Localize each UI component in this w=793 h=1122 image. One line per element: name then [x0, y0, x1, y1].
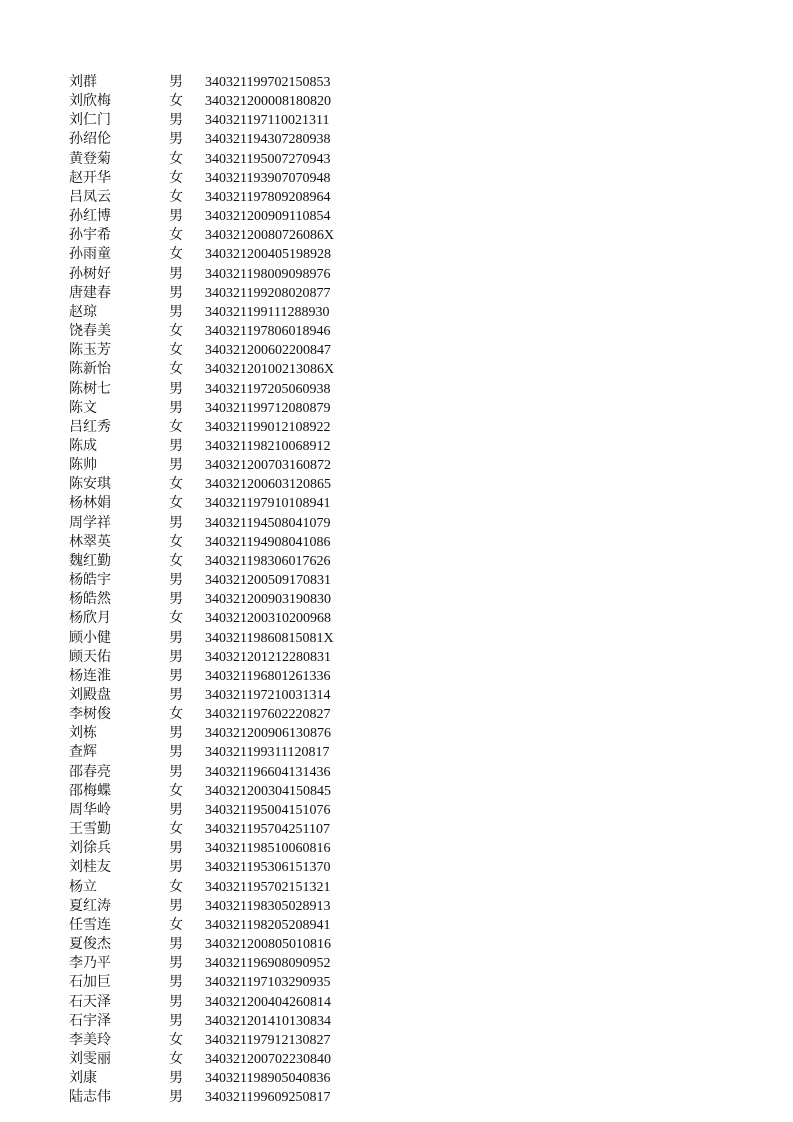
name-cell: 孙绍伦 [69, 131, 111, 148]
gender-cell: 女 [169, 342, 183, 359]
table-row [69, 92, 369, 111]
gender-cell: 男 [169, 591, 183, 608]
table-row [69, 839, 369, 858]
gender-cell: 女 [169, 246, 183, 263]
id-number-cell: 340321200008180820 [205, 94, 331, 110]
id-number-cell: 340321199609250817 [205, 1090, 331, 1106]
id-number-cell: 34032120080726086X [205, 228, 335, 244]
gender-cell: 男 [169, 131, 183, 148]
id-number-cell: 340321200509170831 [205, 573, 331, 589]
name-cell: 刘徐兵 [69, 840, 111, 857]
table-row [69, 456, 369, 475]
gender-cell: 女 [169, 169, 183, 186]
name-cell: 顾小健 [69, 629, 111, 646]
id-number-cell: 340321200310200968 [205, 611, 331, 627]
gender-cell: 女 [169, 552, 183, 569]
name-cell: 陈树七 [69, 380, 111, 397]
table-row [69, 724, 369, 743]
table-row [69, 130, 369, 149]
table-row [69, 858, 369, 877]
id-number-cell: 340321194908041086 [205, 534, 331, 550]
name-cell: 邵春亮 [69, 763, 111, 780]
name-cell: 刘殿盘 [69, 687, 111, 703]
gender-cell: 男 [169, 629, 183, 646]
table-row [69, 590, 369, 609]
id-number-cell: 340321197205060938 [205, 381, 331, 397]
id-number-cell: 340321196908090952 [205, 956, 331, 972]
id-number-cell: 340321201410130834 [205, 1013, 331, 1029]
name-cell: 陆志伟 [69, 1089, 111, 1106]
name-cell: 周华岭 [69, 801, 111, 818]
name-cell: 刘栋 [69, 725, 97, 742]
gender-cell: 女 [169, 495, 183, 512]
table-row [69, 341, 369, 360]
name-cell: 刘雯丽 [69, 1050, 111, 1067]
table-row [69, 207, 369, 226]
id-number-cell: 340321198510060816 [205, 841, 331, 857]
gender-cell: 男 [169, 380, 183, 397]
name-cell: 黄登菊 [69, 150, 111, 167]
table-row [69, 954, 369, 973]
id-number-cell: 34032120100213086X [205, 362, 335, 378]
gender-cell: 男 [169, 437, 183, 454]
id-number-cell: 340321199702150853 [205, 75, 331, 90]
table-row [69, 265, 369, 284]
name-cell: 陈成 [69, 437, 97, 454]
name-cell: 顾天佑 [69, 648, 111, 665]
name-cell: 陈新怡 [69, 361, 111, 378]
gender-cell: 男 [169, 514, 183, 531]
gender-cell: 男 [169, 572, 183, 589]
name-cell: 林翠英 [69, 533, 111, 550]
name-cell: 孙宇希 [69, 227, 111, 244]
gender-cell: 男 [169, 974, 183, 991]
id-number-cell: 340321195702151321 [205, 879, 331, 895]
id-number-cell: 340321200909110854 [205, 209, 331, 225]
gender-cell: 男 [169, 1012, 183, 1029]
table-row [69, 399, 369, 418]
gender-cell: 女 [169, 782, 183, 799]
gender-cell: 女 [169, 93, 183, 110]
table-row [69, 437, 369, 456]
table-row [69, 648, 369, 667]
gender-cell: 男 [169, 457, 183, 474]
table-row [69, 820, 369, 839]
name-cell: 刘桂友 [69, 859, 111, 876]
name-cell: 杨连淮 [69, 667, 111, 684]
name-cell: 周学祥 [69, 514, 111, 531]
gender-cell: 女 [169, 361, 183, 378]
name-cell: 刘群 [69, 74, 97, 90]
name-cell: 邵梅蝶 [69, 782, 111, 799]
gender-cell: 女 [169, 878, 183, 895]
table-row [69, 514, 369, 533]
name-cell: 石天泽 [69, 993, 111, 1010]
name-cell: 杨皓宇 [69, 572, 111, 589]
id-number-cell: 340321196801261336 [205, 668, 331, 684]
name-cell: 李美玲 [69, 1031, 111, 1048]
gender-cell: 男 [169, 840, 183, 857]
name-cell: 赵开华 [69, 169, 111, 186]
gender-cell: 男 [169, 859, 183, 876]
gender-cell: 女 [169, 418, 183, 435]
name-cell: 孙雨童 [69, 246, 111, 263]
table-row [69, 629, 369, 648]
gender-cell: 女 [169, 323, 183, 340]
gender-cell: 男 [169, 897, 183, 914]
gender-cell: 男 [169, 955, 183, 972]
id-number-cell: 340321200702230840 [205, 1051, 331, 1067]
gender-cell: 男 [169, 1089, 183, 1106]
name-cell: 杨林娟 [69, 495, 111, 512]
gender-cell: 男 [169, 303, 183, 320]
table-row [69, 245, 369, 264]
name-cell: 李乃平 [69, 955, 111, 972]
gender-cell: 男 [169, 399, 183, 416]
id-number-cell: 340321194508041079 [205, 515, 331, 531]
name-cell: 陈玉芳 [69, 342, 111, 359]
table-row [69, 897, 369, 916]
table-row [69, 782, 369, 801]
table-row [69, 705, 369, 724]
name-cell: 石加巨 [69, 974, 111, 991]
gender-cell: 男 [169, 648, 183, 665]
gender-cell: 男 [169, 265, 183, 282]
id-number-cell: 340321195306151370 [205, 860, 331, 876]
gender-cell: 男 [169, 208, 183, 225]
gender-cell: 男 [169, 801, 183, 818]
id-number-cell: 340321200903190830 [205, 592, 331, 608]
table-row [69, 322, 369, 341]
roster-table [69, 73, 369, 1107]
name-cell: 李树俊 [69, 706, 111, 723]
id-number-cell: 340321197602220827 [205, 707, 331, 723]
table-row [69, 801, 369, 820]
name-cell: 陈安琪 [69, 476, 111, 493]
id-number-cell: 340321200805010816 [205, 937, 331, 953]
id-number-cell: 340321200603120865 [205, 477, 331, 493]
table-row [69, 303, 369, 322]
name-cell: 刘欣梅 [69, 93, 111, 110]
table-row [69, 169, 369, 188]
table-row [69, 494, 369, 513]
name-cell: 刘康 [69, 1070, 97, 1087]
id-number-cell: 340321194307280938 [205, 132, 331, 148]
table-row [69, 935, 369, 954]
id-number-cell: 340321198210068912 [205, 438, 331, 454]
gender-cell: 男 [169, 993, 183, 1010]
gender-cell: 男 [169, 725, 183, 742]
table-row [69, 973, 369, 992]
name-cell: 石宇泽 [69, 1012, 111, 1029]
gender-cell: 男 [169, 1070, 183, 1087]
id-number-cell: 340321197912130827 [205, 1032, 331, 1048]
id-number-cell: 340321197110021311 [205, 113, 330, 129]
id-number-cell: 340321197809208964 [205, 189, 331, 205]
name-cell: 陈帅 [69, 457, 97, 474]
table-row [69, 743, 369, 762]
table-row [69, 226, 369, 245]
gender-cell: 男 [169, 687, 183, 703]
table-row [69, 878, 369, 897]
id-number-cell: 340321199208020877 [205, 285, 331, 301]
id-number-cell: 340321195004151076 [205, 802, 331, 818]
name-cell: 刘仁门 [69, 112, 111, 129]
id-number-cell: 340321193907070948 [205, 170, 331, 186]
id-number-cell: 340321200404260814 [205, 994, 331, 1010]
name-cell: 吕凤云 [69, 188, 111, 205]
id-number-cell: 340321198205208941 [205, 917, 331, 933]
table-row [69, 1012, 369, 1031]
gender-cell: 女 [169, 1031, 183, 1048]
id-number-cell: 340321197910108941 [205, 496, 331, 512]
table-row [69, 284, 369, 303]
table-row [69, 1069, 369, 1088]
name-cell: 查辉 [69, 744, 97, 761]
name-cell: 夏红涛 [69, 897, 111, 914]
id-number-cell: 340321200405198928 [205, 247, 331, 263]
id-number-cell: 340321200304150845 [205, 783, 331, 799]
table-row [69, 667, 369, 686]
id-number-cell: 340321197806018946 [205, 324, 331, 340]
gender-cell: 女 [169, 188, 183, 205]
table-row [69, 360, 369, 379]
gender-cell: 女 [169, 227, 183, 244]
gender-cell: 女 [169, 706, 183, 723]
name-cell: 陈文 [69, 399, 97, 416]
gender-cell: 男 [169, 74, 183, 90]
table-row [69, 475, 369, 494]
id-number-cell: 340321198305028913 [205, 898, 331, 914]
table-row [69, 993, 369, 1012]
gender-cell: 女 [169, 610, 183, 627]
gender-cell: 女 [169, 476, 183, 493]
id-number-cell: 340321196604131436 [205, 764, 331, 780]
name-cell: 孙红博 [69, 208, 111, 225]
table-row [69, 73, 369, 92]
table-row [69, 763, 369, 782]
id-number-cell: 340321198009098976 [205, 266, 331, 282]
name-cell: 唐建春 [69, 284, 111, 301]
table-row [69, 1088, 369, 1107]
gender-cell: 女 [169, 533, 183, 550]
gender-cell: 女 [169, 150, 183, 167]
gender-cell: 男 [169, 667, 183, 684]
table-row [69, 686, 369, 705]
id-number-cell: 340321195007270943 [205, 151, 331, 167]
name-cell: 杨皓然 [69, 591, 111, 608]
id-number-cell: 340321199111288930 [205, 304, 330, 320]
name-cell: 赵琼 [69, 303, 97, 320]
id-number-cell: 340321201212280831 [205, 649, 331, 665]
gender-cell: 男 [169, 112, 183, 129]
gender-cell: 男 [169, 936, 183, 953]
name-cell: 饶春美 [69, 323, 111, 340]
id-number-cell: 340321199712080879 [205, 400, 331, 416]
gender-cell: 男 [169, 763, 183, 780]
gender-cell: 女 [169, 821, 183, 838]
table-row [69, 188, 369, 207]
name-cell: 杨立 [69, 878, 97, 895]
table-row [69, 111, 369, 130]
gender-cell: 女 [169, 916, 183, 933]
table-row [69, 150, 369, 169]
id-number-cell: 340321200703160872 [205, 458, 331, 474]
table-row [69, 418, 369, 437]
table-row [69, 533, 369, 552]
table-row [69, 571, 369, 590]
table-row [69, 552, 369, 571]
id-number-cell: 34032119860815081X [205, 630, 334, 646]
gender-cell: 男 [169, 744, 183, 761]
name-cell: 夏俊杰 [69, 936, 111, 953]
name-cell: 吕红秀 [69, 418, 111, 435]
table-row [69, 380, 369, 399]
name-cell: 杨欣月 [69, 610, 111, 627]
table-row [69, 1031, 369, 1050]
table-row [69, 609, 369, 628]
id-number-cell: 340321200906130876 [205, 726, 331, 742]
name-cell: 魏红勤 [69, 552, 111, 569]
id-number-cell: 340321198306017626 [205, 553, 331, 569]
gender-cell: 男 [169, 284, 183, 301]
id-number-cell: 340321197210031314 [205, 688, 331, 703]
name-cell: 王雪勤 [69, 821, 111, 838]
name-cell: 孙树好 [69, 265, 111, 282]
gender-cell: 女 [169, 1050, 183, 1067]
id-number-cell: 340321195704251107 [205, 822, 330, 838]
id-number-cell: 340321199012108922 [205, 419, 331, 435]
name-cell: 任雪连 [69, 916, 111, 933]
id-number-cell: 340321198905040836 [205, 1071, 331, 1087]
id-number-cell: 340321200602200847 [205, 343, 331, 359]
table-row [69, 1050, 369, 1069]
table-row [69, 916, 369, 935]
id-number-cell: 340321197103290935 [205, 975, 331, 991]
id-number-cell: 340321199311120817 [205, 745, 330, 761]
